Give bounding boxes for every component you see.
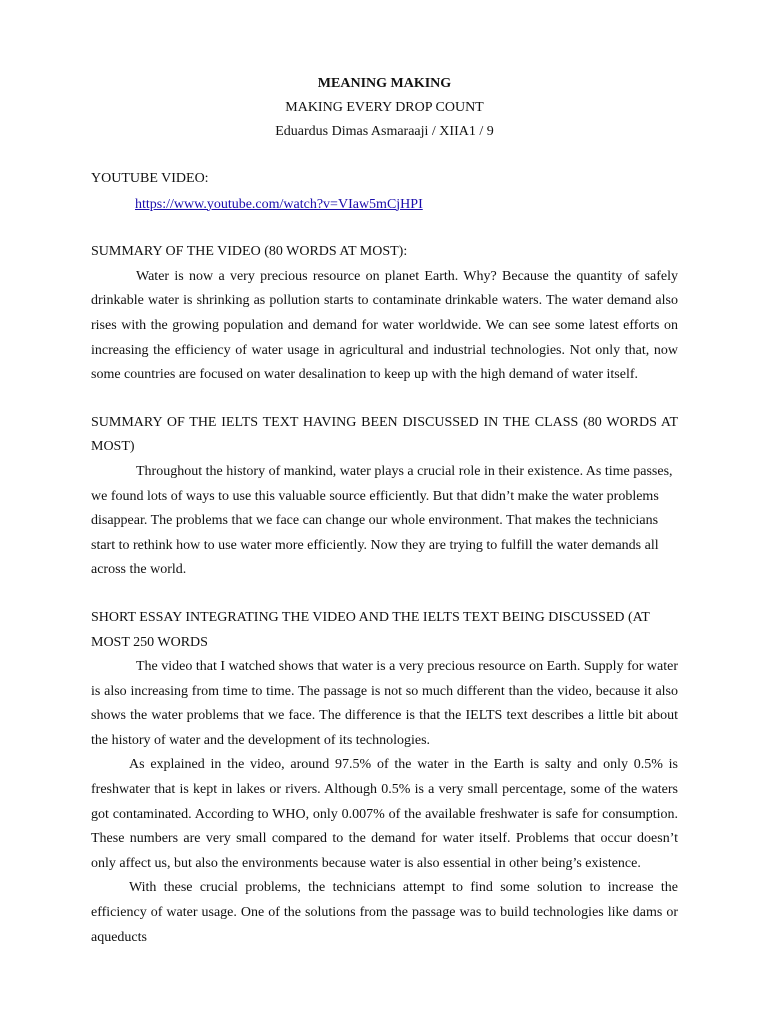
video-summary-heading: SUMMARY OF THE VIDEO (80 WORDS AT MOST): [91, 244, 408, 260]
document-title: MEANING MAKING [317, 76, 452, 91]
essay-heading: SHORT ESSAY INTEGRATING THE VIDEO AND THE IELTS TEXT BEING DISCUSSED (AT MOST 250 WORDS [91, 609, 650, 650]
ielts-summary-text: Throughout the history of mankind, water plays a crucial role in their existence. As time passes, we found lots of ways to use this valuable source efficiently. But that didn’t make the water problems disappear. The problems that we face can change our whole environment. That makes the technicians start to rethink how to use water more efficiently. Now they are trying to fulfill the water demands all across the world. [91, 463, 673, 578]
ielts-summary-heading: SUMMARY OF THE IELTS TEXT HAVING BEEN DISCUSSED IN THE CLASS (80 WORDS AT MOST) [91, 414, 678, 455]
document-subtitle: MAKING EVERY DROP COUNT [285, 100, 484, 115]
essay-paragraph-3: With these crucial problems, the technicians attempt to find some solution to increase the efficiency of water usage. One of the solutions from the passage was to build technologies like dams or aqueducts [91, 880, 678, 945]
essay-paragraph-2: As explained in the video, around 97.5% of the water in the Earth is salty and only 0.5% is freshwater that is kept in lakes or rivers. Although 0.5% is a very small percentage, some of the waters got contaminated. According to WHO, only 0.007% of the available freshwater is safe for consumption. These numbers are very small compared to the demand for water itself. Problems that occur doesn’t only affect us, but also the environments because water is also essential in other being’s existence. [91, 757, 678, 871]
video-summary-text: Water is now a very precious resource on planet Earth. Why? Because the quantity of safely drinkable water is shrinking as pollution starts to contaminate drinkable waters. The water demand also rises with the growing population and demand for water worldwide. We can see some latest efforts on increasing the efficiency of water usage in agricultural and industrial technologies. Not only that, now some countries are focused on water desalination to keep up with the high demand of water itself. [91, 268, 678, 383]
document-page [91, 0, 678, 950]
document-author: Eduardus Dimas Asmaraaji / XIIA1 / 9 [275, 124, 494, 139]
youtube-link[interactable]: https://www.youtube.com/watch?v=VIaw5mCjHPI [135, 196, 423, 212]
essay-paragraph-1: The video that I watched shows that water is a very precious resource on Earth. Supply for water is also increasing from time to time. The passage is not so much different than the video, because it also shows the water problems that we face. The difference is that the IELTS text describes a little bit about the history of water and the development of its technologies. [91, 659, 678, 748]
youtube-label: YOUTUBE VIDEO: [91, 171, 209, 186]
